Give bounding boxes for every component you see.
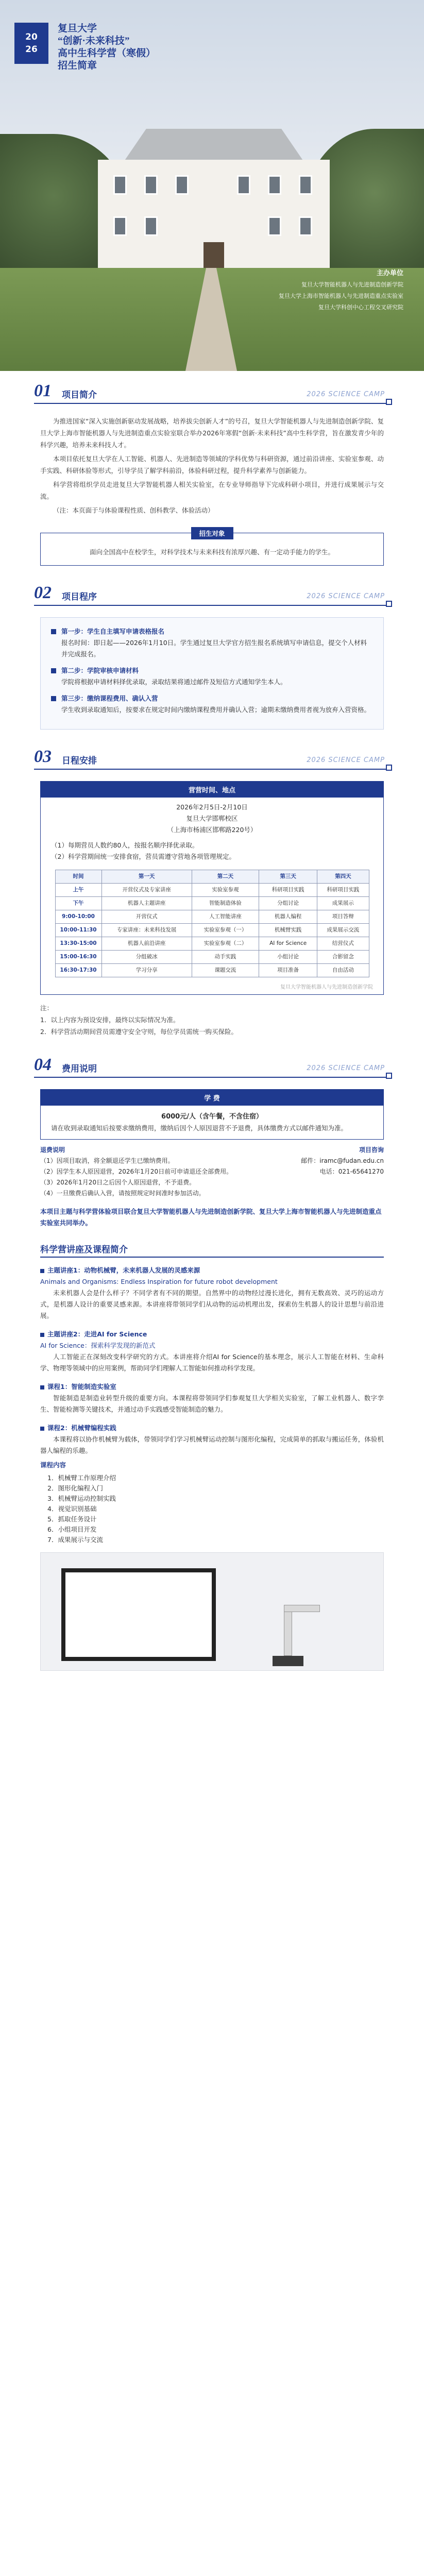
bullet-icon	[51, 629, 56, 634]
section-tag: 2026 SCIENCE CAMP	[307, 592, 385, 600]
course-4-text: 本课程将以协作机械臂为载体，带领同学们学习机械臂运动控制与图形化编程，完成简单的抓取与搬运任务，体验机器人编程的乐趣。	[40, 1435, 384, 1454]
contact-title: 项目咨询	[359, 1146, 384, 1154]
step-3-title: 第三步：缴纳课程费用、确认入营	[61, 694, 158, 702]
bullet-icon	[40, 1385, 44, 1389]
square-icon	[386, 765, 392, 771]
section-title: 项目程序	[62, 592, 97, 602]
building-window	[268, 216, 281, 236]
refund-title: 退费说明	[40, 1146, 65, 1154]
table-cell: 科研项目实践	[317, 884, 369, 897]
bullet-icon	[51, 668, 56, 673]
caption-line3: 复旦大学科创中心工程交叉研究院	[318, 304, 403, 311]
section-header-schedule	[0, 744, 424, 774]
table-cell: 实验室参观	[192, 884, 259, 897]
course-3	[40, 1381, 384, 1415]
course-2-subtitle: AI for Science：探索科学发现的新范式	[40, 1342, 156, 1349]
table-cell: 项目准备	[259, 964, 317, 977]
table-row	[55, 951, 369, 964]
table-cell: 开营仪式	[101, 910, 192, 924]
panel-label: 招生对象	[191, 527, 233, 539]
list-item: 4．视觉识别基础	[47, 1505, 97, 1513]
schedule-box	[40, 781, 384, 995]
schedule-info	[41, 798, 383, 840]
section-tag: 2026 SCIENCE CAMP	[307, 756, 385, 764]
building-roof	[108, 129, 319, 160]
schedule-place: 复旦大学邯郸校区	[186, 815, 238, 822]
course-1	[40, 1265, 384, 1321]
course-list-title: 课程内容	[40, 1461, 66, 1469]
panel-text: 面向全国高中在校学生，对科学技术与未来科技有浓厚兴趣、有一定动手能力的学生。	[89, 548, 334, 556]
table-row	[55, 924, 369, 937]
list-item: 1．机械臂工作原理介绍	[47, 1474, 116, 1482]
step-1	[51, 626, 373, 660]
table-cell: 项目答辩	[317, 910, 369, 924]
watermark: 复旦大学智能机器人与先进制造创新学院	[280, 985, 373, 990]
robot-arm-segment	[284, 1609, 292, 1656]
refund-3: （3）2026年1月20日之后因个人原因退营，不予退费。	[40, 1179, 196, 1186]
hero-title-line4: 招生简章	[58, 60, 97, 71]
year-badge-line2: 26	[25, 44, 38, 55]
section-number: 01	[34, 381, 52, 400]
highlight-footer: 本项目主题与科学营体验项目联合复旦大学智能机器人与先进制造创新学院、复旦大学上海市智能机器人与先进制造重点实验室共同举办。	[40, 1208, 382, 1227]
course-4-title: 课程2：机械臂编程实践	[47, 1424, 116, 1432]
course-list	[47, 1473, 384, 1545]
table-cell: 人工智能讲座	[192, 910, 259, 924]
refund-contact	[40, 1145, 384, 1199]
course-4	[40, 1422, 384, 1545]
intro-paragraph-1: 为推进国家“深入实施创新驱动发展战略，培养拔尖创新人才”的号召，复旦大学智能机器人与先进制造创新学院、复旦大学上海市智能机器人与先进制造重点实验室联合举办2026年寒假“创新·未来科技”高中生科学营，旨在激发青少年的科学兴趣，培养未来科技人才。	[40, 417, 384, 449]
intro-text	[40, 415, 384, 516]
table-row	[55, 910, 369, 924]
course-1-text: 未来机器人会是什么样子？不同学者有不同的期望。自然界中的动物经过漫长进化，拥有无数高效、灵巧的运动方式，是机器人设计的重要灵感来源。本讲座将带领同学们从动物的运动机理出发，探索仿生机器人的设计思想与前沿进展。	[40, 1289, 384, 1319]
hero-title-line2: “创新·未来科技”	[58, 36, 130, 46]
course-1-title: 主题讲座1：动物机械臂，未来机器人发展的灵感来源	[47, 1266, 200, 1274]
schedule-note-2: （2）科学营期间统一安排食宿，营员需遵守营地各项管理规定。	[51, 853, 235, 860]
robot-arm-icon	[257, 1563, 319, 1666]
column-header: 时间	[55, 870, 101, 884]
building-window	[175, 175, 189, 195]
list-item: 2．图形化编程入门	[47, 1484, 103, 1492]
table-cell: 分组讨论	[259, 897, 317, 910]
campus-building	[98, 129, 330, 273]
square-icon	[386, 399, 392, 405]
year-badge-line1: 20	[25, 32, 38, 42]
list-item: 5．抓取任务设计	[47, 1515, 97, 1523]
course-2	[40, 1329, 384, 1374]
hero-banner	[0, 0, 424, 371]
fee-amount: 6000元/人（含午餐，不含住宿）	[161, 1113, 263, 1121]
table-cell: 结营仪式	[317, 937, 369, 951]
footnote-1: 1．以上内容为预设安排，最终以实际情况为准。	[40, 1016, 180, 1024]
contact-tel: 021-65641270	[338, 1168, 384, 1175]
section-title: 日程安排	[62, 756, 97, 766]
table-cell: 开营仪式及专家讲座	[101, 884, 192, 897]
hero-title	[58, 23, 156, 72]
building-window	[113, 175, 127, 195]
section-number: 04	[34, 1055, 52, 1074]
schedule-date: 2026年2月5日-2月10日	[176, 803, 248, 811]
building-window	[299, 175, 312, 195]
section-header-fees	[0, 1052, 424, 1082]
contact-info	[265, 1145, 384, 1199]
hero-title-line3: 高中生科学营（寒假）	[58, 48, 156, 59]
section-title: 项目简介	[62, 390, 97, 400]
schedule-footnotes	[40, 1002, 384, 1038]
square-icon	[386, 1073, 392, 1079]
building-window	[144, 175, 158, 195]
building-window	[113, 216, 127, 236]
table-cell: 上午	[55, 884, 101, 897]
column-header: 第二天	[192, 870, 259, 884]
table-cell: 分组破冰	[101, 951, 192, 964]
fee-head: 学 费	[41, 1090, 383, 1106]
building-window	[237, 175, 250, 195]
hero-caption	[233, 268, 403, 313]
section-number: 02	[34, 583, 52, 602]
table-cell: 自由活动	[317, 964, 369, 977]
schedule-place-note: （上海市杨浦区邯郸路220号）	[167, 826, 257, 834]
step-3	[51, 693, 373, 716]
step-2	[51, 665, 373, 688]
robot-arm-segment	[284, 1605, 320, 1612]
caption-line2: 复旦大学上海市智能机器人与先进制造重点实验室	[279, 293, 403, 299]
table-cell: 小组讨论	[259, 951, 317, 964]
caption-line1: 复旦大学智能机器人与先进制造创新学院	[301, 281, 403, 288]
table-cell: 机器人主题讲座	[101, 897, 192, 910]
footnote-2: 2．科学营活动期间营员需遵守安全守则，每位学员需统一购买保险。	[40, 1028, 238, 1036]
lab-photo	[40, 1552, 384, 1671]
table-cell: 13:30-15:00	[55, 937, 101, 951]
step-3-text: 学生收到录取通知后，按要求在规定时间内缴纳课程费用并确认入营；逾期未缴纳费用者视为放弃入营资格。	[61, 706, 371, 714]
course-3-text: 智能制造是制造业转型升级的重要方向。本课程将带领同学们参观复旦大学相关实验室，了解工业机器人、数字孪生、智能检测等关键技术，并通过动手实践感受智能制造的魅力。	[40, 1394, 384, 1413]
footnote-label: 注：	[40, 1004, 54, 1012]
table-cell: 学习分享	[101, 964, 192, 977]
section-number: 03	[34, 747, 52, 766]
building-window	[268, 175, 281, 195]
bullet-icon	[40, 1333, 44, 1337]
contact-email-link[interactable]: iramc@fudan.edu.cn	[319, 1157, 384, 1164]
column-header: 第一天	[101, 870, 192, 884]
table-cell: 科研项目实践	[259, 884, 317, 897]
building-body	[98, 160, 330, 273]
table-cell: 智能制造体验	[192, 897, 259, 910]
section-divider	[34, 1077, 390, 1078]
column-header: 第三天	[259, 870, 317, 884]
table-row	[55, 937, 369, 951]
fee-box	[40, 1089, 384, 1140]
section-header-intro	[0, 378, 424, 408]
section-header-procedure	[0, 580, 424, 610]
contact-tel-label: 电话：	[319, 1168, 338, 1175]
table-cell: 实验室参观（二）	[192, 937, 259, 951]
section-divider	[40, 1257, 384, 1258]
list-item: 3．机械臂运动控制实践	[47, 1495, 116, 1502]
year-badge	[14, 23, 48, 64]
section-divider	[34, 769, 390, 770]
bullet-icon	[40, 1427, 44, 1431]
step-2-title: 第二步：学院审核申请材料	[61, 667, 139, 674]
column-header: 第四天	[317, 870, 369, 884]
course-2-title: 主题讲座2：走进AI for Science	[47, 1330, 147, 1338]
course-1-subtitle: Animals and Organisms: Endless Inspiration for future robot development	[40, 1278, 278, 1285]
table-cell: 合影留念	[317, 951, 369, 964]
table-cell: 10:00-11:30	[55, 924, 101, 937]
list-item: 6．小组项目开发	[47, 1526, 97, 1533]
refund-info	[40, 1145, 265, 1199]
section-title: 科学营讲座及课程简介	[40, 1245, 128, 1255]
table-row	[55, 884, 369, 897]
table-cell: 16:30-17:30	[55, 964, 101, 977]
section-tag: 2026 SCIENCE CAMP	[307, 391, 385, 398]
schedule-head: 营营时间、地点	[41, 782, 383, 798]
step-2-text: 学院将根据申请材料择优录取，录取结果将通过邮件及短信方式通知学生本人。	[61, 678, 287, 686]
bullet-icon	[51, 696, 56, 701]
list-item: 7．成果展示与交流	[47, 1536, 103, 1544]
section-header-courses	[40, 1240, 384, 1258]
building-window	[299, 216, 312, 236]
section-tag: 2026 SCIENCE CAMP	[307, 1064, 385, 1072]
schedule-notes	[41, 840, 383, 867]
table-cell: 动手实践	[192, 951, 259, 964]
section-title: 费用说明	[62, 1064, 97, 1074]
intro-paragraph-4: （注：本页面于与体验课程性质、创科教学、体验活动）	[53, 506, 214, 514]
schedule-table	[55, 870, 369, 977]
hero-title-line1: 复旦大学	[58, 23, 97, 34]
course-2-text: 人工智能正在深刻改变科学研究的方式。本讲座将介绍AI for Science的基本理念，展示人工智能在材料、生命科学、物理等领域中的应用案例，帮助同学们理解人工智能如何推动科学发现。	[40, 1353, 384, 1372]
table-cell: 15:00-16:30	[55, 951, 101, 964]
bullet-icon	[40, 1269, 44, 1273]
table-cell: 机器人编程	[259, 910, 317, 924]
steps-box	[40, 617, 384, 730]
table-row	[55, 897, 369, 910]
table-cell: 成果展示交流	[317, 924, 369, 937]
fee-desc: 请在收到录取通知后按要求缴纳费用，缴纳后因个人原因退营不予退费，具体缴费方式以邮件通知为准。	[51, 1124, 348, 1132]
schedule-note-1: （1）每期营员人数约80人，按报名顺序择优录取。	[51, 841, 199, 849]
caption-main: 主办单位	[376, 269, 403, 277]
table-cell: 成果展示	[317, 897, 369, 910]
table-cell: 机器人前沿讲座	[101, 937, 192, 951]
table-cell: 下午	[55, 897, 101, 910]
intro-paragraph-3: 科学营将组织学员走进复旦大学智能机器人相关实验室，在专业导师指导下完成科研小项目，并进行成果展示与交流。	[40, 481, 384, 500]
table-cell: 机械臂实践	[259, 924, 317, 937]
computer-monitor	[61, 1568, 216, 1661]
building-window	[144, 216, 158, 236]
section-divider	[34, 403, 390, 404]
course-3-title: 课程1：智能制造实验室	[47, 1383, 116, 1391]
step-1-title: 第一步：学生自主填写申请表格报名	[61, 628, 165, 635]
table-cell: 9:00-10:00	[55, 910, 101, 924]
table-cell: 实验室参观（一）	[192, 924, 259, 937]
step-1-text: 报名时间：即日起——2026年1月10日。学生通过复旦大学官方招生报名系统填写申请信息，提交个人材料并完成报名。	[61, 639, 367, 658]
robot-arm-base	[273, 1656, 303, 1666]
table-cell: 专家讲座：未来科技发展	[101, 924, 192, 937]
refund-4: （4）一旦缴费后确认入营，请按照规定时间准时参加活动。	[40, 1190, 205, 1197]
enrollment-panel	[40, 530, 384, 566]
table-header-row	[55, 870, 369, 884]
table-row	[55, 964, 369, 977]
table-cell: 课题交流	[192, 964, 259, 977]
contact-email-label: 邮件：	[301, 1157, 320, 1164]
square-icon	[386, 601, 392, 607]
table-cell: AI for Science	[259, 937, 317, 951]
section-divider	[34, 605, 390, 606]
intro-paragraph-2: 本项目依托复旦大学在人工智能、机器人、先进制造等领域的学科优势与科研资源，通过前沿讲座、实验室参观、动手实践、科研体验等形式，引导学员了解学科前沿，体验科研过程，提升科学素养与创新能力。	[40, 455, 384, 474]
refund-1: （1）因项目取消，将全额退还学生已缴纳费用。	[40, 1157, 174, 1164]
refund-2: （2）因学生本人原因退营，2026年1月20日前可申请退还全部费用。	[40, 1168, 233, 1175]
